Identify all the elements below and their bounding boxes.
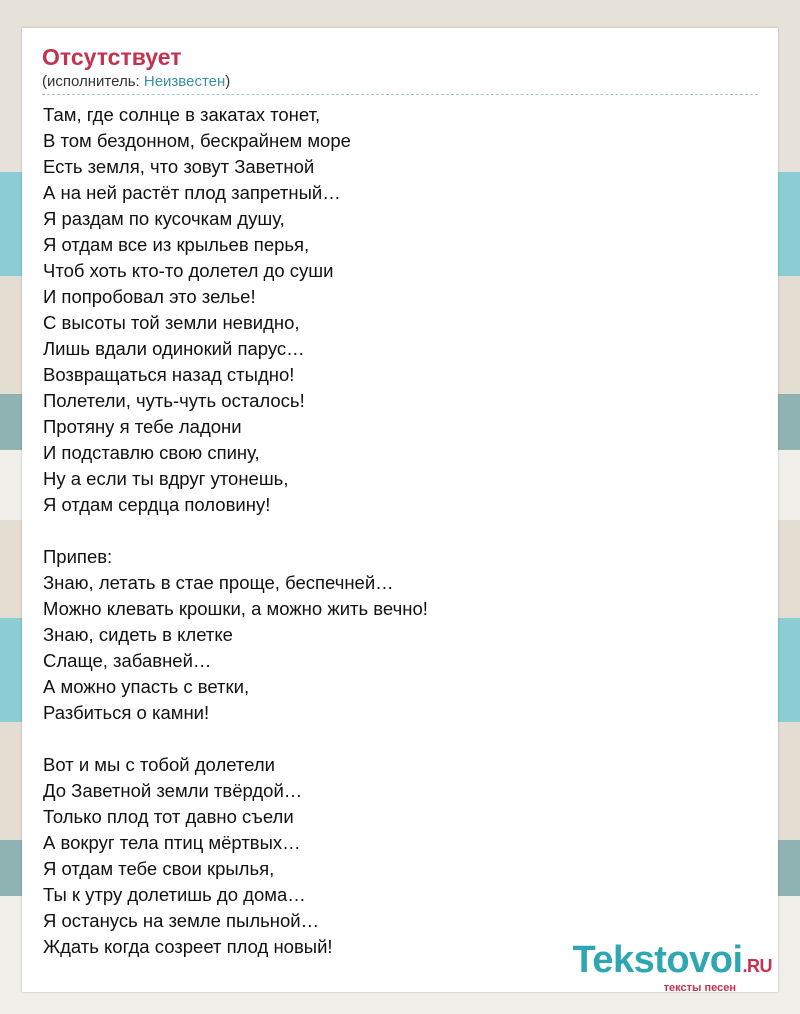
lyrics-line: Разбиться о камни! — [43, 702, 210, 723]
lyrics-line: Знаю, летать в стае проще, беспечней… — [43, 572, 394, 593]
lyrics-line: Там, где солнце в закатах тонет, — [43, 104, 321, 125]
lyrics-line: Я отдам сердца половину! — [43, 494, 271, 515]
lyrics-line: Полетели, чуть-чуть осталось! — [43, 390, 305, 411]
lyrics-card — [22, 28, 778, 992]
lyrics-line: Я отдам тебе свои крылья, — [43, 858, 275, 879]
song-title: Отсутствует — [42, 44, 182, 70]
lyrics-line: С высоты той земли невидно, — [43, 312, 300, 333]
lyrics-line: В том бездонном, бескрайнем море — [43, 130, 351, 151]
logo-main-text: Tekstovoi — [572, 939, 743, 981]
lyrics-line: Вот и мы с тобой долетели — [43, 754, 275, 775]
lyrics-line: Протяну я тебе ладони — [43, 416, 242, 437]
lyrics-line: А можно упасть с ветки, — [43, 676, 250, 697]
lyrics-line: Я раздам по кусочкам душу, — [43, 208, 285, 229]
artist-suffix: ) — [225, 73, 231, 90]
lyrics-line: Ну а если ты вдруг утонешь, — [43, 468, 289, 489]
lyrics-stanza-break — [43, 726, 759, 752]
lyrics-line: Я отдам все из крыльев перья, — [43, 234, 310, 255]
lyrics-body — [43, 102, 759, 960]
lyrics-line: А вокруг тела птиц мёртвых… — [43, 832, 301, 853]
lyrics-line: Лишь вдали одинокий парус… — [43, 338, 305, 359]
lyrics-line: Ты к утру долетишь до дома… — [43, 884, 306, 905]
logo-wordmark — [542, 939, 772, 984]
lyrics-line: И подставлю свою спину, — [43, 442, 260, 463]
lyrics-line: До Заветной земли твёрдой… — [43, 780, 303, 801]
lyrics-line: А на ней растёт плод запретный… — [43, 182, 341, 203]
lyrics-line: И попробовал это зелье! — [43, 286, 256, 307]
lyrics-line: Возвращаться назад стыдно! — [43, 364, 295, 385]
logo-tagline: тексты песен — [663, 982, 736, 994]
lyrics-line: Припев: — [43, 546, 113, 567]
lyrics-line: Слаще, забавней… — [43, 650, 212, 671]
artist-link[interactable]: Неизвестен — [143, 73, 226, 90]
lyrics-line: Я останусь на земле пыльной… — [43, 910, 320, 931]
song-header — [42, 42, 758, 95]
lyrics-line: Только плод тот давно съели — [43, 806, 294, 827]
lyrics-line: Можно клевать крошки, а можно жить вечно! — [43, 598, 428, 619]
lyrics-line: Знаю, сидеть в клетке — [43, 624, 233, 645]
lyrics-line: Есть земля, что зовут Заветной — [43, 156, 315, 177]
site-logo[interactable] — [542, 939, 772, 994]
lyrics-line: Ждать когда созреет плод новый! — [43, 936, 333, 957]
logo-domain-suffix: .RU — [742, 956, 772, 976]
lyrics-stanza-break — [43, 518, 759, 544]
artist-prefix: (исполнитель: — [42, 73, 144, 90]
artist-line — [42, 72, 758, 92]
lyrics-line: Чтоб хоть кто-то долетел до суши — [43, 260, 334, 281]
